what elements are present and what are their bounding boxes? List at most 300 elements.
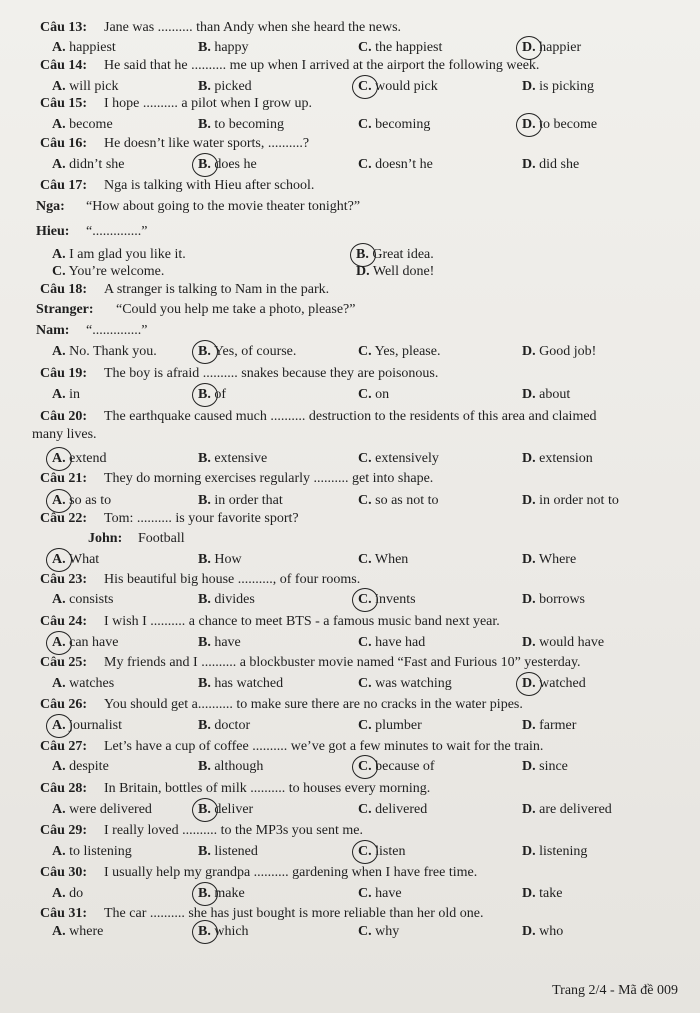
- question-q30: [0, 863, 700, 883]
- option-letter: D.: [522, 759, 536, 774]
- dialogue-line: [0, 529, 700, 549]
- answer-option: [356, 262, 434, 282]
- option-text: since: [539, 759, 568, 774]
- option-letter: D.: [522, 451, 536, 466]
- option-letter: A.: [52, 592, 66, 607]
- options-row: [0, 842, 700, 862]
- answer-option: [522, 842, 587, 862]
- option-letter: D.: [522, 924, 536, 939]
- option-text: watches: [69, 676, 115, 691]
- option-text: in order that: [214, 493, 283, 508]
- option-letter: D.: [522, 493, 536, 508]
- answer-option: [522, 385, 570, 405]
- option-letter: C.: [358, 451, 372, 466]
- option-text: does he: [214, 157, 257, 172]
- options-row: [0, 115, 700, 135]
- option-letter: C.: [358, 117, 372, 132]
- question-stem: Let’s have a cup of coffee .......... we’ve got a few minutes to wait for the train.: [104, 739, 544, 754]
- answer-option: [198, 674, 283, 694]
- answer-option: [358, 674, 452, 694]
- answer-option: [52, 633, 118, 653]
- answer-option: [522, 115, 597, 135]
- answer-option: [52, 842, 132, 862]
- answer-option: [358, 38, 442, 58]
- option-letter: B.: [198, 493, 211, 508]
- option-text: How: [214, 552, 242, 567]
- question-q15: [0, 94, 700, 114]
- option-text: extension: [539, 451, 593, 466]
- answer-option: [198, 38, 249, 58]
- options-row: [0, 155, 700, 175]
- option-text: extend: [69, 451, 107, 466]
- option-letter: A.: [52, 247, 66, 262]
- answer-option: [52, 922, 103, 942]
- question-number: Câu 28:: [40, 781, 88, 796]
- option-text: When: [374, 552, 409, 567]
- option-letter: B.: [198, 924, 211, 939]
- option-text: farmer: [539, 718, 577, 733]
- option-text: about: [539, 387, 571, 402]
- option-letter: A.: [52, 117, 66, 132]
- option-letter: D.: [522, 79, 536, 94]
- question-stem-continued: [0, 425, 700, 445]
- answer-option: [522, 590, 585, 610]
- option-text: would have: [539, 635, 605, 650]
- option-text: which: [214, 924, 249, 939]
- options-row: [0, 38, 700, 58]
- answer-option: [358, 884, 402, 904]
- option-text: have: [375, 886, 402, 901]
- dialogue-speaker: Hieu:: [36, 224, 70, 239]
- answer-option: [198, 922, 249, 942]
- option-letter: D.: [522, 40, 536, 55]
- answer-option: [522, 449, 593, 469]
- options-row: [0, 385, 700, 405]
- option-text: was watching: [375, 676, 452, 691]
- option-text: Yes, please.: [374, 344, 441, 359]
- answer-option: [198, 491, 283, 511]
- answer-option: [52, 757, 109, 777]
- dialogue-speaker: Nam:: [36, 323, 70, 338]
- dialogue-text: “..............”: [86, 224, 148, 239]
- option-letter: C.: [52, 264, 66, 279]
- option-letter: B.: [198, 451, 211, 466]
- question-stem: His beautiful big house .........., of four rooms.: [104, 572, 361, 587]
- option-text: listen: [375, 844, 406, 859]
- option-text: Good job!: [539, 344, 597, 359]
- answer-option: [522, 800, 612, 820]
- option-letter: C.: [358, 344, 372, 359]
- option-letter: B.: [198, 552, 211, 567]
- question-number: Câu 14:: [40, 58, 88, 73]
- option-text: deliver: [214, 802, 254, 817]
- question-number: Câu 31:: [40, 906, 88, 921]
- option-letter: A.: [52, 924, 66, 939]
- option-letter: A.: [52, 676, 66, 691]
- option-letter: D.: [522, 676, 536, 691]
- option-text: has watched: [214, 676, 284, 691]
- answer-option: [358, 385, 389, 405]
- options-row: [0, 800, 700, 820]
- option-letter: C.: [358, 493, 372, 508]
- option-text: Yes, of course.: [213, 344, 297, 359]
- question-stem: They do morning exercises regularly .......... get into shape.: [104, 471, 434, 486]
- option-letter: D.: [522, 635, 536, 650]
- option-letter: B.: [198, 387, 211, 402]
- question-number: Câu 15:: [40, 96, 88, 111]
- answer-option: [52, 385, 80, 405]
- answer-option: [522, 922, 563, 942]
- option-text: so as to: [69, 493, 112, 508]
- question-stem: He said that he .......... me up when I arrived at the airport the following week.: [104, 58, 540, 73]
- option-text: to becoming: [214, 117, 284, 132]
- option-text: have: [214, 635, 241, 650]
- question-stem: I hope .......... a pilot when I grow up.: [104, 96, 313, 111]
- option-letter: A.: [52, 886, 66, 901]
- options-row: [0, 922, 700, 942]
- option-letter: D.: [522, 718, 536, 733]
- option-text: becoming: [375, 117, 431, 132]
- question-stem: The boy is afraid .......... snakes because they are poisonous.: [104, 366, 439, 381]
- option-text: journalist: [69, 718, 123, 733]
- option-letter: D.: [522, 117, 536, 132]
- question-q24: [0, 612, 700, 632]
- question-q25: [0, 653, 700, 673]
- question-q22: [0, 509, 700, 529]
- answer-option: [358, 757, 435, 777]
- question-q16: [0, 134, 700, 154]
- answer-option: [198, 115, 284, 135]
- answer-option: [52, 115, 113, 135]
- question-q23: [0, 570, 700, 590]
- page-footer: Trang 2/4 - Mã đề 009: [552, 983, 678, 998]
- option-letter: A.: [52, 40, 66, 55]
- options-row: [0, 757, 700, 777]
- answer-option: [52, 342, 157, 362]
- answer-option: [522, 491, 619, 511]
- option-letter: B.: [356, 247, 369, 262]
- option-letter: A.: [52, 387, 66, 402]
- question-q19: [0, 364, 700, 384]
- option-letter: B.: [198, 886, 211, 901]
- question-number: Câu 18:: [40, 282, 88, 297]
- question-stem: In Britain, bottles of milk .......... to houses every morning.: [104, 781, 431, 796]
- option-letter: A.: [52, 79, 66, 94]
- answer-option: [358, 342, 440, 362]
- answer-option: [52, 38, 116, 58]
- answer-option: [52, 590, 113, 610]
- option-letter: C.: [358, 635, 372, 650]
- question-q17: [0, 176, 700, 196]
- option-text: invents: [375, 592, 416, 607]
- answer-option: [358, 842, 405, 862]
- option-letter: B.: [198, 79, 211, 94]
- option-text: divides: [214, 592, 255, 607]
- options-row: [0, 716, 700, 736]
- option-letter: A.: [52, 802, 66, 817]
- dialogue-speaker: John:: [88, 531, 123, 546]
- option-text: Great idea.: [372, 247, 434, 262]
- options-row: [0, 674, 700, 694]
- answer-option: [358, 590, 416, 610]
- option-text: become: [69, 117, 113, 132]
- answer-option: [522, 633, 604, 653]
- answer-option: [198, 757, 263, 777]
- option-text: in order not to: [539, 493, 619, 508]
- answer-option: [522, 716, 576, 736]
- dialogue-speaker: Nga:: [36, 199, 65, 214]
- question-q31: [0, 904, 700, 924]
- option-text: although: [214, 759, 264, 774]
- option-letter: B.: [198, 676, 211, 691]
- option-text: because of: [375, 759, 435, 774]
- answer-option: [358, 155, 433, 175]
- question-q18: [0, 280, 700, 300]
- options-row: [0, 342, 700, 362]
- answer-option: [52, 155, 124, 175]
- option-text: listening: [539, 844, 588, 859]
- option-text: picked: [214, 79, 252, 94]
- answer-option: [522, 884, 562, 904]
- option-text: plumber: [375, 718, 422, 733]
- option-letter: C.: [358, 718, 372, 733]
- option-letter: B.: [198, 40, 211, 55]
- option-text: so as not to: [375, 493, 439, 508]
- question-stem: Tom: .......... is your favorite sport?: [104, 511, 299, 526]
- option-letter: D.: [522, 344, 536, 359]
- answer-option: [52, 674, 114, 694]
- option-text: watched: [539, 676, 586, 691]
- option-letter: A.: [52, 718, 66, 733]
- answer-option: [358, 633, 425, 653]
- options-row: [0, 550, 700, 570]
- answer-option: [52, 800, 152, 820]
- answer-option: [198, 842, 258, 862]
- question-stem: My friends and I .......... a blockbuster movie named “Fast and Furious 10” yesterday.: [104, 655, 581, 670]
- options-row: [0, 590, 700, 610]
- options-row: [0, 491, 700, 511]
- question-stem: I wish I .......... a chance to meet BTS - a famous music band next year.: [104, 614, 500, 629]
- option-text: were delivered: [69, 802, 152, 817]
- question-stem: The earthquake caused much .......... destruction to the residents of this area and claimed: [104, 409, 597, 424]
- option-letter: C.: [358, 676, 372, 691]
- answer-option: [522, 155, 579, 175]
- dialogue-text: “Could you help me take a photo, please?”: [116, 302, 356, 317]
- answer-option: [198, 155, 257, 175]
- question-number: Câu 23:: [40, 572, 88, 587]
- option-letter: B.: [198, 592, 211, 607]
- option-text: Well done!: [372, 264, 435, 279]
- option-letter: B.: [198, 344, 211, 359]
- option-text: happier: [539, 40, 582, 55]
- option-letter: A.: [52, 493, 66, 508]
- question-number: Câu 19:: [40, 366, 88, 381]
- question-q14: [0, 56, 700, 76]
- dialogue-text: Football: [138, 531, 185, 546]
- answer-option: [52, 550, 99, 570]
- option-text: make: [214, 886, 245, 901]
- option-letter: A.: [52, 552, 66, 567]
- question-number: Câu 24:: [40, 614, 88, 629]
- question-q29: [0, 821, 700, 841]
- option-text: No. Thank you.: [69, 344, 157, 359]
- question-q26: [0, 695, 700, 715]
- option-text: who: [539, 924, 564, 939]
- answer-option: [522, 38, 581, 58]
- option-text: extensively: [375, 451, 439, 466]
- option-text: happiest: [69, 40, 116, 55]
- option-letter: A.: [52, 451, 66, 466]
- dialogue-line: [0, 197, 700, 217]
- option-text: the happiest: [375, 40, 443, 55]
- option-text: listened: [214, 844, 258, 859]
- question-q20: [0, 407, 700, 427]
- question-stem: He doesn’t like water sports, ..........?: [104, 136, 310, 151]
- question-number: Câu 20:: [40, 409, 88, 424]
- answer-option: [198, 550, 242, 570]
- options-row: [0, 633, 700, 653]
- options-row: [0, 262, 700, 282]
- question-number: Câu 13:: [40, 20, 88, 35]
- option-text: delivered: [375, 802, 428, 817]
- option-text: doctor: [214, 718, 251, 733]
- answer-option: [358, 716, 422, 736]
- answer-option: [52, 262, 164, 282]
- dialogue-text: “..............”: [86, 323, 148, 338]
- question-number: Câu 16:: [40, 136, 88, 151]
- option-letter: A.: [52, 157, 66, 172]
- option-text: is picking: [539, 79, 594, 94]
- option-text: do: [69, 886, 84, 901]
- question-stem: A stranger is talking to Nam in the park.: [104, 282, 330, 297]
- option-text: in: [69, 387, 81, 402]
- dialogue-text: “How about going to the movie theater tonight?”: [86, 199, 361, 214]
- option-text: where: [69, 924, 104, 939]
- option-letter: B.: [198, 635, 211, 650]
- answer-option: [522, 757, 568, 777]
- option-text: consists: [69, 592, 114, 607]
- option-letter: C.: [358, 79, 372, 94]
- question-number: Câu 26:: [40, 697, 88, 712]
- option-letter: A.: [52, 759, 66, 774]
- option-text: take: [539, 886, 563, 901]
- question-q28: [0, 779, 700, 799]
- question-stem: You should get a.......... to make sure there are no cracks in the water pipes.: [104, 697, 523, 712]
- option-text: on: [375, 387, 390, 402]
- option-letter: D.: [522, 552, 536, 567]
- question-stem-continued: many lives.: [32, 427, 97, 442]
- answer-option: [198, 385, 226, 405]
- question-stem: I really loved .......... to the MP3s you sent me.: [104, 823, 363, 838]
- option-letter: B.: [198, 844, 211, 859]
- option-letter: B.: [198, 759, 211, 774]
- option-letter: A.: [52, 344, 66, 359]
- option-letter: C.: [358, 157, 372, 172]
- answer-option: [198, 342, 296, 362]
- question-stem: I usually help my grandpa .......... gardening when I have free time.: [104, 865, 478, 880]
- question-number: Câu 22:: [40, 511, 88, 526]
- option-text: happy: [214, 40, 249, 55]
- option-letter: B.: [198, 802, 211, 817]
- answer-option: [198, 716, 250, 736]
- dialogue-line: [0, 222, 700, 242]
- answer-option: [52, 884, 83, 904]
- question-stem: Jane was .......... than Andy when she heard the news.: [104, 20, 402, 35]
- option-letter: C.: [358, 40, 372, 55]
- dialogue-line: [0, 321, 700, 341]
- answer-option: [358, 491, 439, 511]
- dialogue-speaker: Stranger:: [36, 302, 94, 317]
- question-number: Câu 30:: [40, 865, 88, 880]
- option-letter: C.: [358, 592, 372, 607]
- option-letter: D.: [522, 802, 536, 817]
- option-text: What: [68, 552, 100, 567]
- question-number: Câu 29:: [40, 823, 88, 838]
- option-letter: C.: [358, 886, 372, 901]
- option-letter: D.: [356, 264, 370, 279]
- option-text: didn’t she: [69, 157, 125, 172]
- option-text: are delivered: [539, 802, 612, 817]
- option-text: can have: [69, 635, 119, 650]
- option-letter: A.: [52, 635, 66, 650]
- option-letter: B.: [198, 718, 211, 733]
- answer-option: [198, 884, 245, 904]
- option-text: borrows: [539, 592, 586, 607]
- question-q13: [0, 18, 700, 38]
- answer-option: [198, 633, 241, 653]
- option-text: to become: [539, 117, 598, 132]
- option-text: to listening: [69, 844, 132, 859]
- option-letter: C.: [358, 924, 372, 939]
- option-text: You’re welcome.: [68, 264, 165, 279]
- option-letter: C.: [358, 802, 372, 817]
- option-text: of: [214, 387, 227, 402]
- option-text: doesn’t he: [375, 157, 433, 172]
- option-text: I am glad you like it.: [69, 247, 186, 262]
- question-number: Câu 21:: [40, 471, 88, 486]
- option-letter: C.: [358, 552, 372, 567]
- question-q21: [0, 469, 700, 489]
- option-text: despite: [69, 759, 109, 774]
- answer-option: [358, 800, 427, 820]
- answer-option: [52, 491, 111, 511]
- question-q27: [0, 737, 700, 757]
- option-letter: B.: [198, 157, 211, 172]
- option-letter: A.: [52, 844, 66, 859]
- answer-option: [52, 716, 122, 736]
- question-number: Câu 17:: [40, 178, 88, 193]
- answer-option: [198, 800, 253, 820]
- option-letter: D.: [522, 886, 536, 901]
- answer-option: [522, 342, 596, 362]
- answer-option: [52, 449, 106, 469]
- options-row: [0, 449, 700, 469]
- option-letter: B.: [198, 117, 211, 132]
- answer-option: [198, 590, 255, 610]
- answer-option: [358, 115, 430, 135]
- option-letter: D.: [522, 157, 536, 172]
- option-text: Where: [538, 552, 577, 567]
- answer-option: [198, 449, 267, 469]
- question-stem: Nga is talking with Hieu after school.: [104, 178, 315, 193]
- question-number: Câu 25:: [40, 655, 88, 670]
- option-letter: D.: [522, 592, 536, 607]
- option-letter: D.: [522, 844, 536, 859]
- option-letter: D.: [522, 387, 536, 402]
- options-row: [0, 884, 700, 904]
- option-text: will pick: [69, 79, 119, 94]
- option-text: why: [375, 924, 400, 939]
